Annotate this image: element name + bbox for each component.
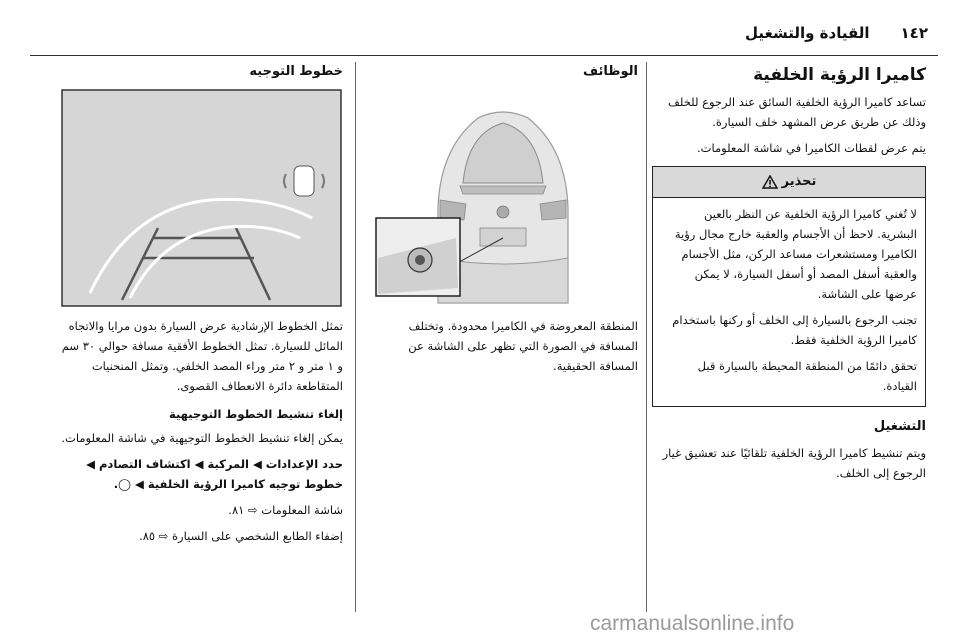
warning-title: تحذير xyxy=(781,174,817,189)
warning-text-2: تجنب الرجوع بالسيارة إلى الخلف أو ركنها باستخدام كاميرا الرؤية الخلفية فقط. xyxy=(672,313,917,347)
deactivation-paragraph: يمكن إلغاء تنشيط الخطوط التوجيهية في شاشة المعلومات. xyxy=(61,431,343,445)
page-number: ١٤٢ xyxy=(900,24,928,42)
guide-lines-illustration xyxy=(60,88,343,310)
header-rule xyxy=(30,55,938,56)
watermark: carmanualsonline.info xyxy=(590,612,795,635)
reference-personalization: إضفاء الطابع الشخصي على السيارة ⇨ ٨٥. xyxy=(139,529,343,543)
warning-triangle-icon xyxy=(762,175,778,189)
left-column-title-area xyxy=(60,62,343,88)
operation-text: ويتم تنشيط كاميرا الرؤية الخلفية تلقائيًا عند تعشيق غيار الرجوع إلى الخلف. xyxy=(662,446,926,480)
warning-box xyxy=(652,166,926,407)
column-divider xyxy=(355,62,356,612)
functions-title: الوظائف xyxy=(583,64,638,79)
warning-text-3: تحقق دائمًا من المنطقة المحيطة بالسيارة قبل القيادة. xyxy=(697,359,917,393)
camera-area-caption: المنطقة المعروضة في الكاميرا محدودة. وتختلف المسافة في الصورة التي تظهر على الشاشة عن المسافة الحقيقية. xyxy=(408,319,638,373)
reference-info-display: شاشة المعلومات ⇨ ٨١. xyxy=(228,503,343,517)
right-column xyxy=(652,62,926,489)
left-column-body xyxy=(60,316,343,552)
warning-text-1: لا تُغني كاميرا الرؤية الخلفية عن النظر بالعين البشرية. لاحظ أن الأجسام والعقبة خارج مجال رؤية الكاميرا ومستشعرات مساعد الركن، مثل الأجسام والعقبة أسفل المصد أو أسفل السيارة، لا يمكن عرضها على الشاشة. xyxy=(674,207,917,301)
guidelines-title: خطوط التوجيه xyxy=(249,64,343,79)
operation-title: التشغيل xyxy=(873,419,926,434)
column-divider xyxy=(646,62,647,612)
section-title: القيادة والتشغيل xyxy=(745,24,870,42)
deactivation-title: إلغاء تنشيط الخطوط التوجيهية xyxy=(169,407,343,421)
guidelines-paragraph: تمثل الخطوط الإرشادية عرض السيارة بدون مرايا والاتجاه المائل للسيارة. تمثل الخطوط الأفقية مسافة حوالي ٣٠ سم و ١ متر و ٢ متر وراء المصد الخلفي. وتمثل المنحنيات المتقاطعة دائرة الانعطاف القصوى. xyxy=(61,319,343,393)
display-paragraph: يتم عرض لقطات الكاميرا في شاشة المعلومات. xyxy=(697,141,926,155)
car-rear-camera-illustration xyxy=(368,88,638,310)
rear-camera-title: كاميرا الرؤية الخلفية xyxy=(753,65,926,85)
page-header xyxy=(0,0,960,50)
menu-path: حدد الإعدادات ◀ المركبة ◀ اكتشاف التصادم ◀ خطوط توجيه كاميرا الرؤية الخلفية ◀ ◯. xyxy=(86,457,343,491)
intro-paragraph: تساعد كاميرا الرؤية الخلفية السائق عند الرجوع للخلف وذلك عن طريق عرض المشهد خلف السيارة. xyxy=(668,95,926,129)
warning-body xyxy=(653,198,925,406)
middle-column xyxy=(368,62,638,88)
warning-header xyxy=(653,167,925,198)
